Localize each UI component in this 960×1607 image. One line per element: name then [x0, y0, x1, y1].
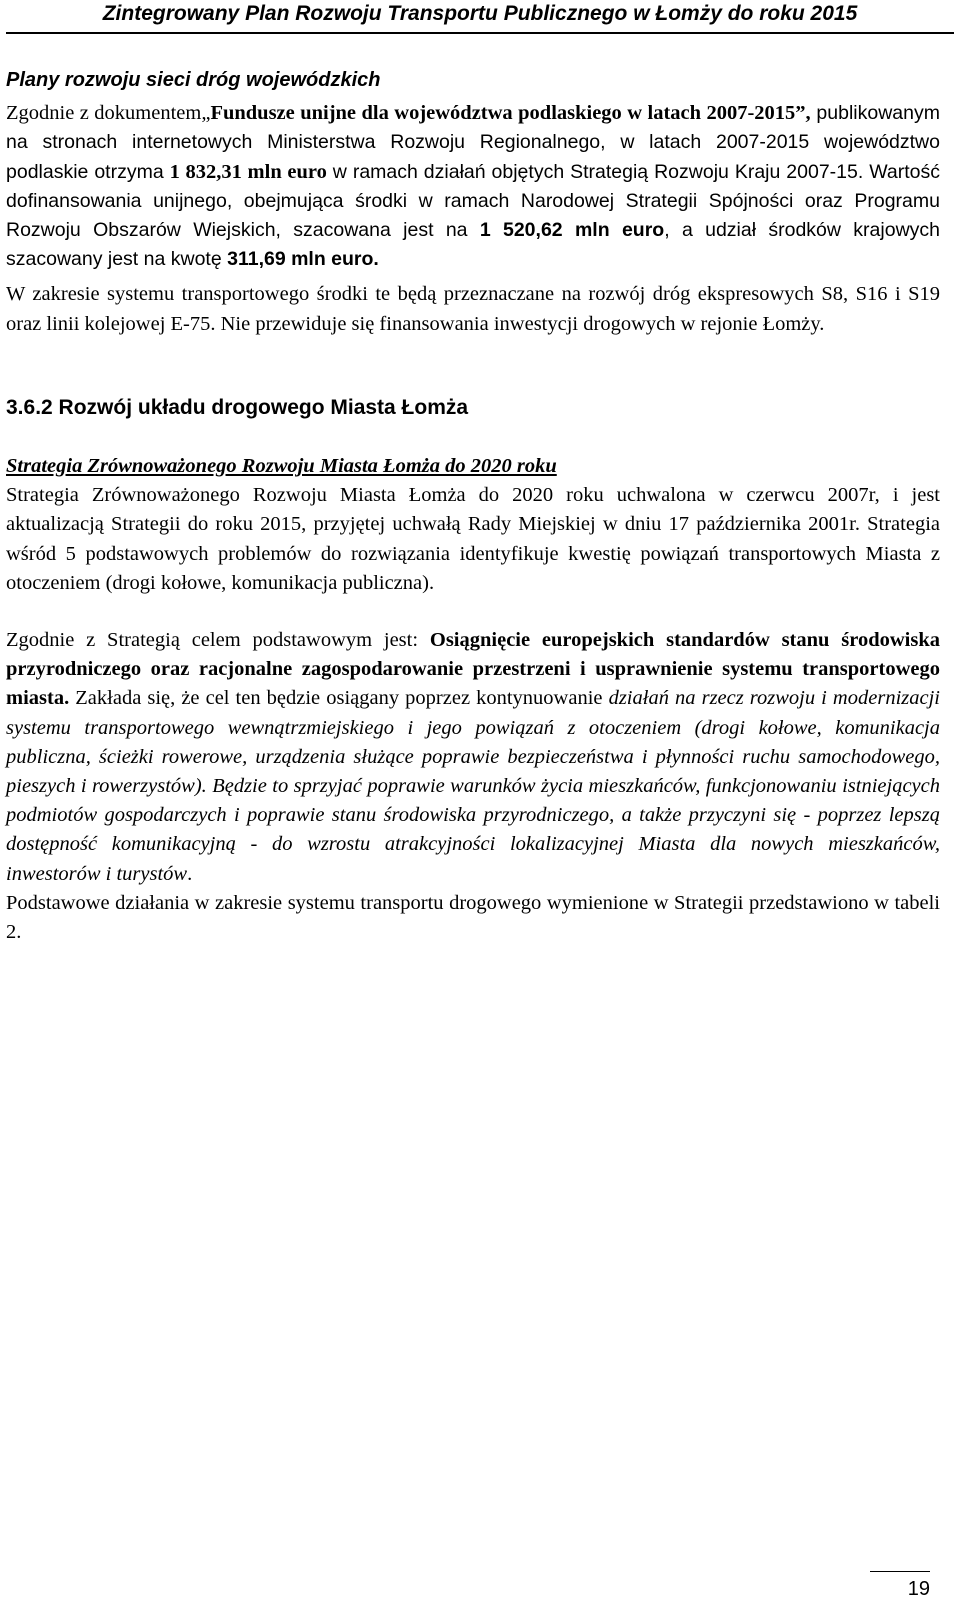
paragraph-eu-funds — [6, 99, 940, 274]
text-run: , a udział środków krajowych szacowany jest na kwotę — [6, 219, 940, 271]
page-content — [6, 66, 940, 947]
text-run: . — [187, 862, 193, 885]
paragraph-strategy-goal — [6, 626, 940, 889]
paragraph-transport-system: W zakresie systemu transportowego środki te będą przeznaczane na rozwój dróg ekspresowych S8, S16 i S19 oraz linii kolejowej E-75. Nie przewiduje się finansowania inwestycji drogowych w rejonie Łomży. — [6, 283, 940, 335]
section-heading-regional-roads: Plany rozwoju sieci dróg wojewódzkich — [6, 69, 381, 91]
paragraph-strategy-intro: Strategia Zrównoważonego Rozwoju Miasta Łomża do 2020 roku uchwalona w czerwcu 2007r, i jest aktualizacją Strategii do roku 2015, przyjętej uchwałą Rady Miejskiej w dniu 17 października 2001r. Strategia wśród 5 podstawowych problemów do rozwiązania identyfikuje kwestię powiązań transportowych Miasta z otoczeniem (drogi kołowe, komunikacja publiczna). — [6, 484, 940, 594]
text-run: publikowanym na stronach internetowych Ministerstwa Rozwoju Regionalnego, w latach 2007-2015 województwo podlaskie otrzyma — [6, 102, 940, 183]
text-run: Zakłada się, że cel ten będzie osiągany poprzez kontynuowanie — [69, 687, 609, 710]
amount-eu: 1 520,62 mln euro — [479, 219, 665, 242]
goal-bold: Osiągnięcie europejskich standardów stanu środowiska przyrodniczego oraz racjonalne zagospodarowanie przestrzeni i usprawnienie systemu transportowego miasta. — [6, 629, 940, 710]
running-header: Zintegrowany Plan Rozwoju Transportu Publicznego w Łomży do roku 2015 — [6, 0, 954, 34]
goal-actions-italic: działań na rzecz rozwoju i modernizacji systemu transportowego wewnątrzmiejskiego i jego powiązań z otoczeniem (drogi kołowe, komunikacja publiczna, ścieżki rowerowe, urządzenia służące poprawie bezpieczeństwa i płynności ruchu samochodowego, pieszych i rowerzystów). Będzie to sprzyjać poprawie warunków życia mieszkańców, funkcjonowaniu istniejących podmiotów gospodarczych i poprawie stanu środowiska przyrodniczego, a także przyczyni się - poprzez lepszą dostępność komunikacyjną - do wzrostu atrakcyjności lokalizacyjnej Miasta dla nowych mieszkańców, inwestorów i turystów — [6, 687, 940, 885]
subheading-strategy: Strategia Zrównoważonego Rozwoju Miasta Łomża do 2020 roku — [6, 455, 557, 478]
paragraph-table-reference: Podstawowe działania w zakresie systemu transportu drogowego wymienione w Strategii przedstawiono w tabeli 2. — [6, 891, 940, 944]
text-run: Zgodnie z dokumentem„ — [6, 102, 211, 125]
text-run: w ramach działań objętych Strategią Rozwoju Kraju 2007-15. Wartość dofinansowania unijnego, obejmująca środki w ramach Narodowej Strategii Spójności oraz Programu Rozwoju Obszarów Wiejskich, szacowana jest na — [6, 160, 940, 242]
amount-total: 1 832,31 mln euro — [169, 160, 327, 183]
section-heading-3-6-2: 3.6.2 Rozwój układu drogowego Miasta Łomża — [6, 395, 469, 419]
page-number: 19 — [870, 1571, 930, 1601]
text-run: Zgodnie z Strategią celem podstawowym jest: — [6, 629, 430, 652]
amount-national: 311,69 mln euro. — [227, 248, 379, 271]
document-title-bold: Fundusze unijne dla województwa podlaskiego w latach 2007-2015”, — [210, 102, 811, 125]
